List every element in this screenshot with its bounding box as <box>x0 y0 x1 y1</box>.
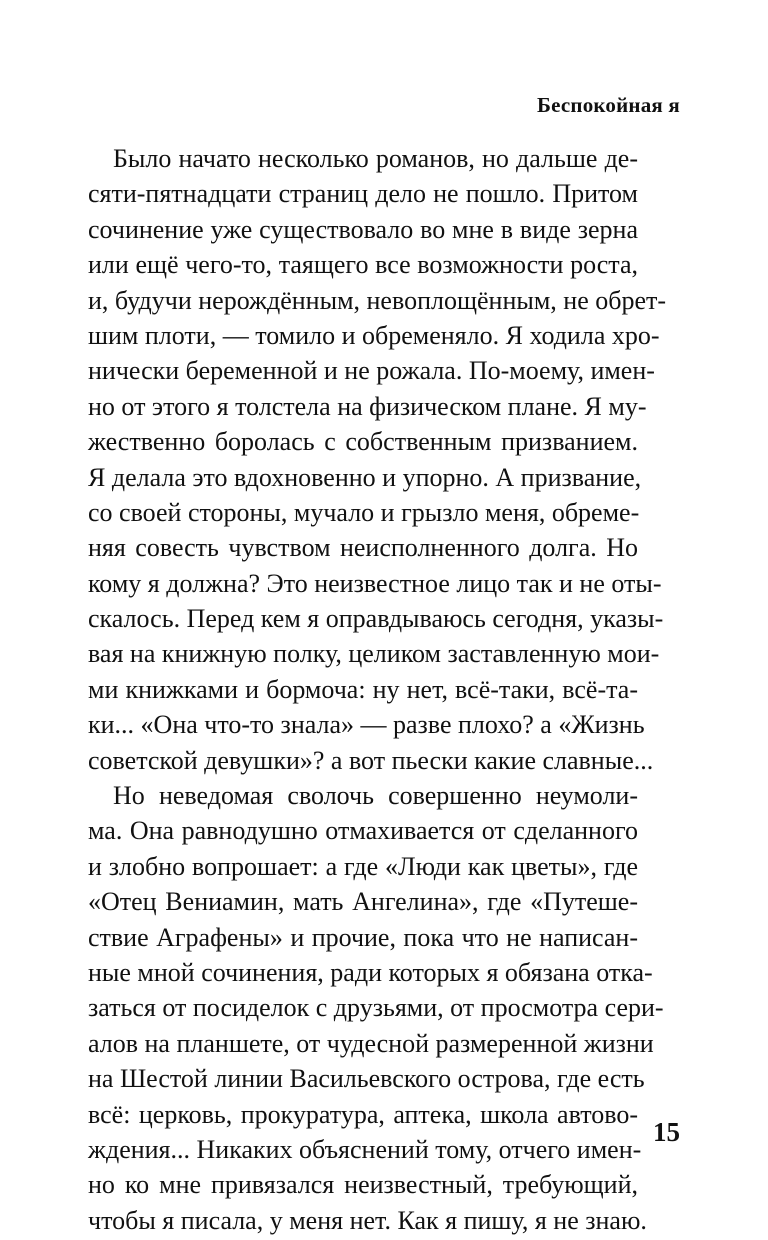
text-line: вая на книжную полку, целиком заставленную мои- <box>88 639 660 669</box>
text-line: алов на планшете, от чудесной размеренной жизни <box>88 1028 654 1058</box>
text-line: и, будучи нерождённым, невоплощённым, не обрет- <box>88 285 667 315</box>
text-line: ные мной сочинения, ради которых я обязана отка- <box>88 957 653 987</box>
text-line: со своей стороны, мучало и грызло меня, обреме- <box>88 497 640 527</box>
text-line: няя совесть чувством неисполненного долга. Но <box>88 533 638 563</box>
page-number: 15 <box>653 1117 680 1147</box>
text-line: но от этого я толстела на физическом плане. Я му- <box>88 391 647 421</box>
text-line: шим плоти, — томило и обременяло. Я ходила хро- <box>88 320 660 350</box>
text-line: Я делала это вдохновенно и упорно. А призвание, <box>88 462 642 492</box>
text-line: Но неведомая сволочь совершенно неумоли- <box>113 781 638 811</box>
text-line: заться от посиделок с друзьями, от просмотра сери- <box>88 993 664 1023</box>
text-line: советской девушки»? а вот пьески какие славные... <box>88 745 654 775</box>
text-line: чтобы я писала, у меня нет. Как я пишу, я не знаю. <box>88 1205 647 1235</box>
text-line: нически беременной и не рожала. По-моему, имен- <box>88 356 655 386</box>
text-line: или ещё чего-то, таящего все возможности роста, <box>88 250 638 280</box>
text-line: ждения... Никаких объяснений тому, отчего имен- <box>88 1134 642 1164</box>
paragraph-2 <box>88 778 664 1238</box>
paragraph-1 <box>88 141 667 778</box>
running-title: Беспокойная я <box>537 93 680 117</box>
text-line: и злобно вопрошает: а где «Люди как цветы», где <box>88 851 638 881</box>
text-line: ки... «Она что-то знала» — разве плохо? а «Жизнь <box>88 710 645 740</box>
text-line: кому я должна? Это неизвестное лицо так и не оты- <box>88 568 662 598</box>
text-line: но ко мне привязался неизвестный, требующий, <box>88 1170 638 1200</box>
text-line: всё: церковь, прокуратура, аптека, школа автово- <box>88 1099 638 1129</box>
text-line: «Отец Вениамин, мать Ангелина», где «Путеше- <box>88 887 638 917</box>
text-line: ствие Аграфены» и прочие, пока что не написан- <box>88 922 638 952</box>
text-line: сочинение уже существовало во мне в виде зерна <box>88 214 638 244</box>
text-line: ма. Она равнодушно отмахивается от сделанного <box>88 816 638 846</box>
text-line: ми книжками и бормоча: ну нет, всё-таки, всё-та- <box>88 674 638 704</box>
text-line: жественно боролась с собственным призванием. <box>88 427 638 457</box>
text-line: сяти-пятнадцати страниц дело не пошло. Притом <box>88 179 638 209</box>
text-line: на Шестой линии Васильевского острова, где есть <box>88 1064 645 1094</box>
text-line: Было начато несколько романов, но дальше де- <box>113 144 638 173</box>
text-line: скалось. Перед кем я оправдываюсь сегодня, указы- <box>88 604 664 634</box>
